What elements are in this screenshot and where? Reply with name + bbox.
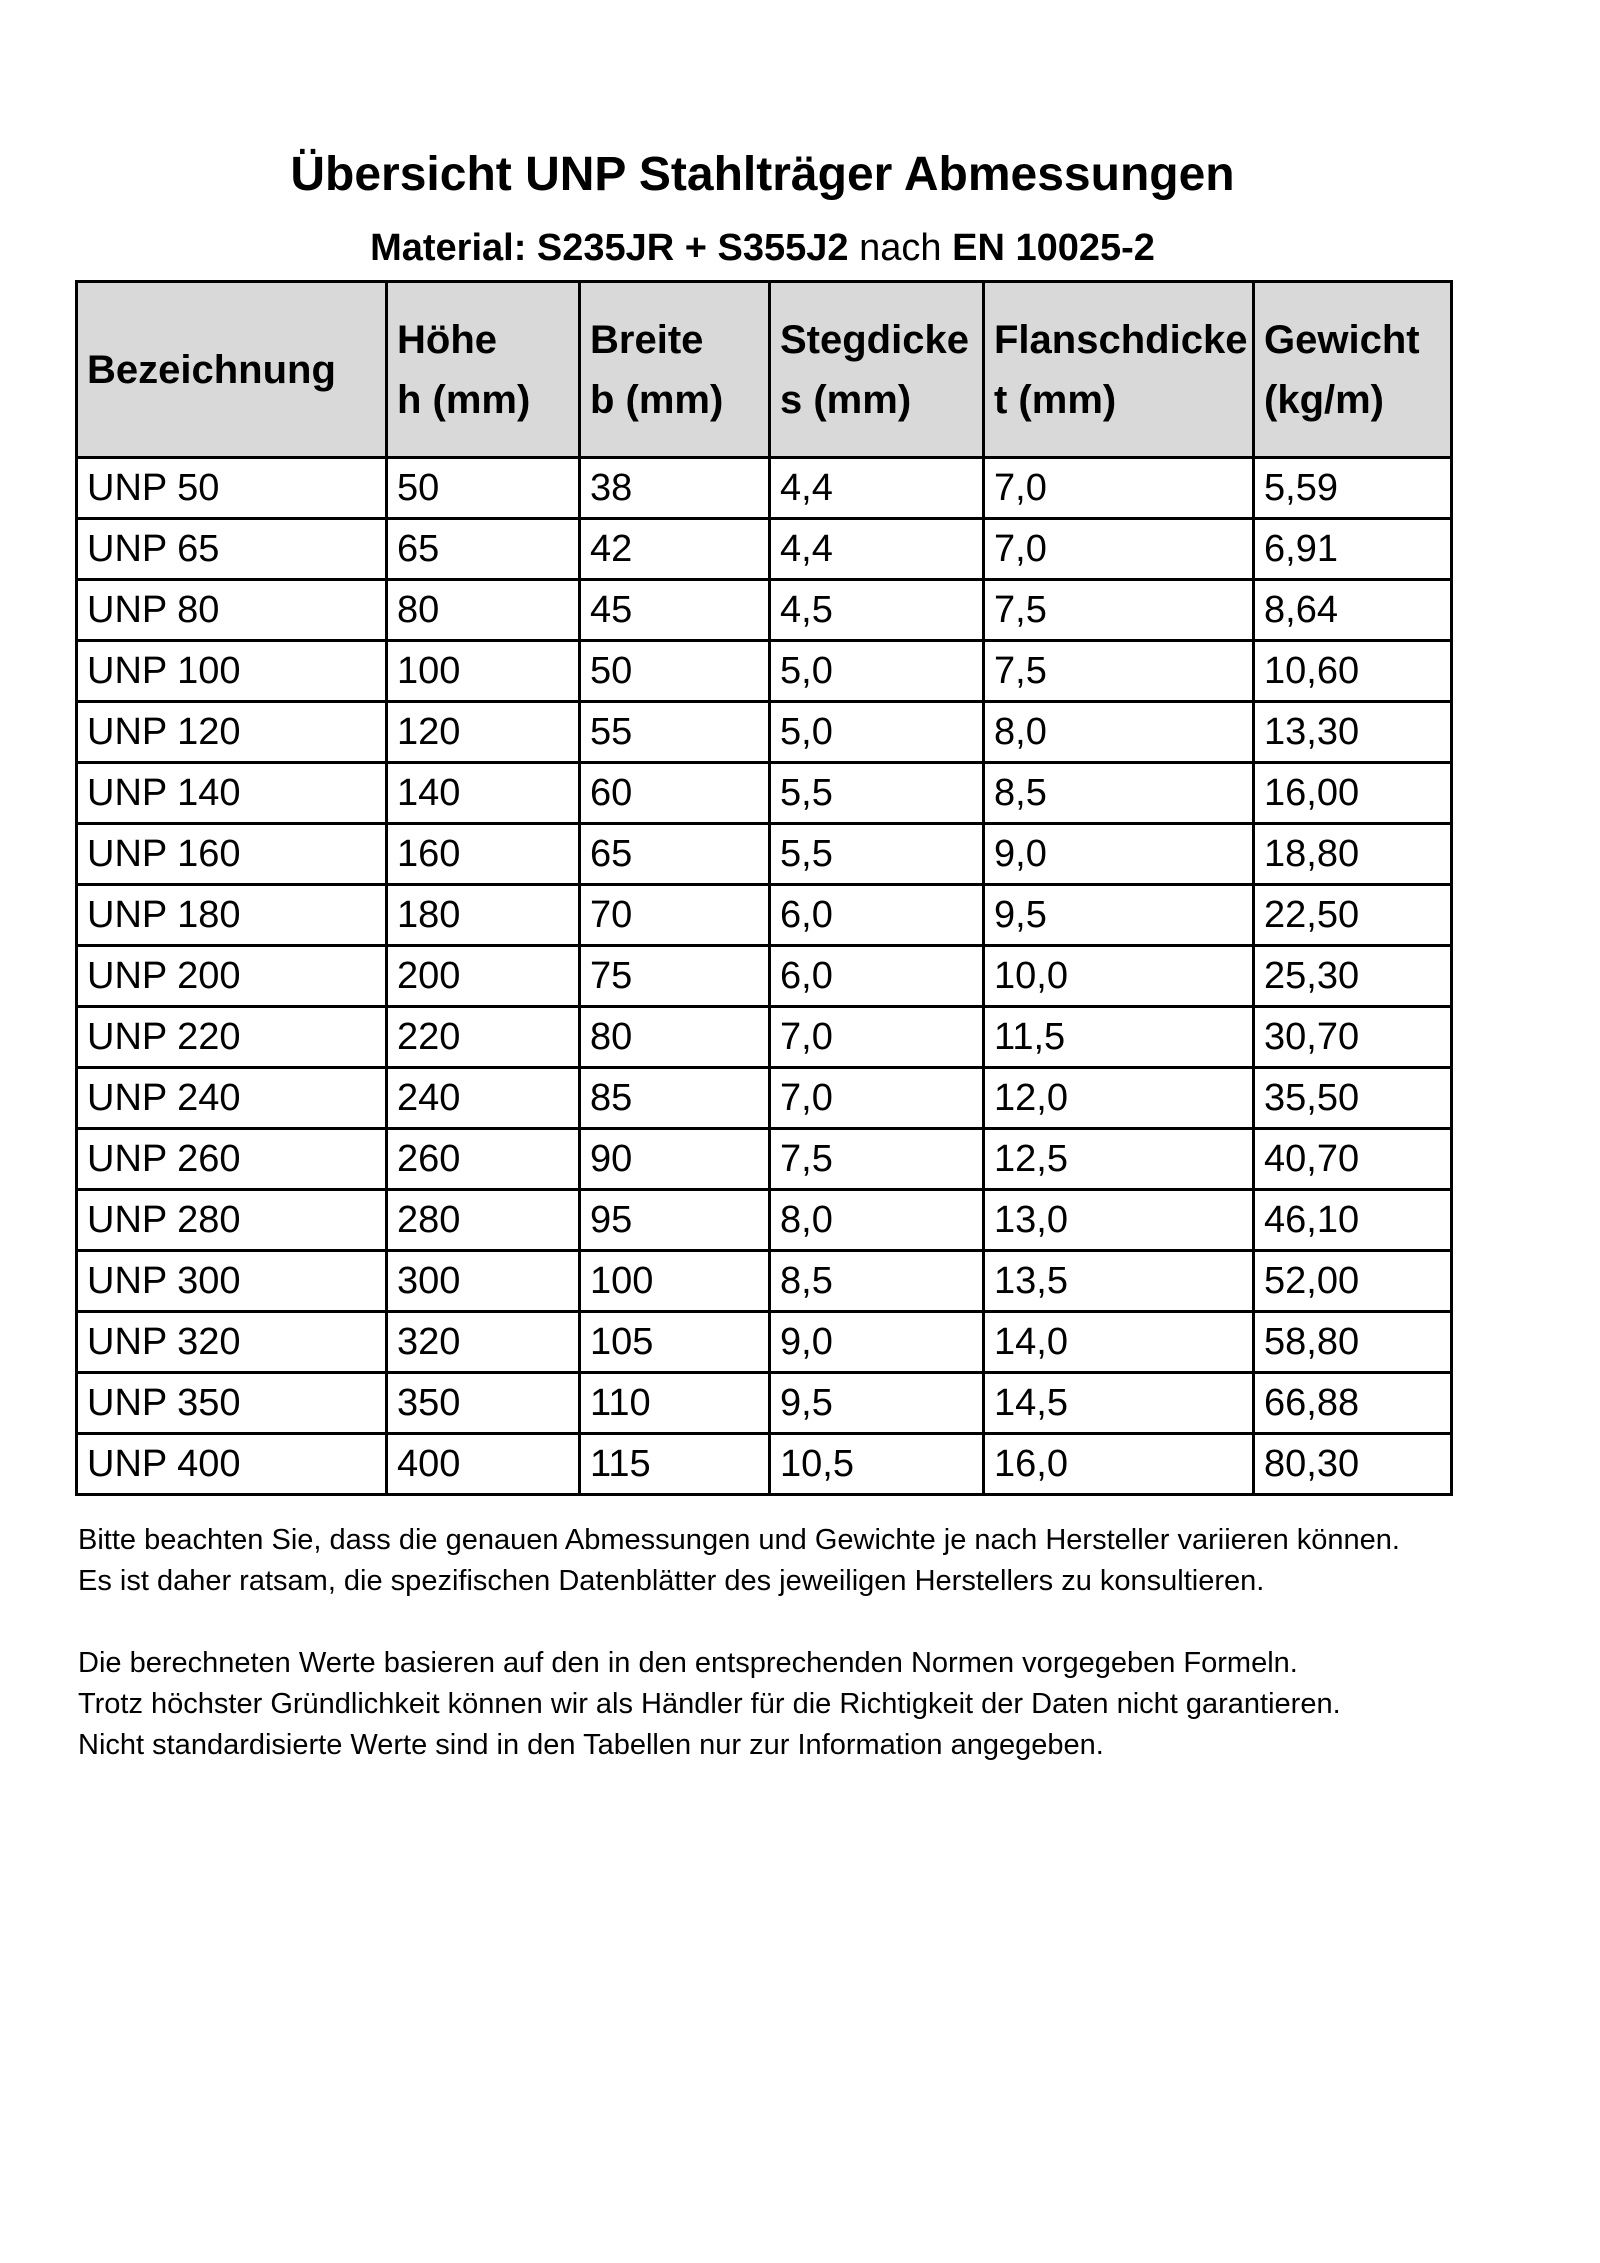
table-cell: 6,91 xyxy=(1254,519,1452,580)
table-cell: 120 xyxy=(387,702,580,763)
table-cell: 85 xyxy=(580,1068,770,1129)
table-cell: 7,0 xyxy=(984,519,1254,580)
column-header-breite: Breite b (mm) xyxy=(580,282,770,458)
table-cell: 7,5 xyxy=(984,641,1254,702)
table-cell: 9,5 xyxy=(984,885,1254,946)
table-cell: 12,5 xyxy=(984,1129,1254,1190)
table-cell: 105 xyxy=(580,1312,770,1373)
subtitle-material: Material: S235JR + S355J2 xyxy=(370,227,849,269)
table-cell: 7,0 xyxy=(770,1068,984,1129)
table-cell: UNP 280 xyxy=(77,1190,387,1251)
subtitle-norm: EN 10025-2 xyxy=(952,227,1155,269)
table-cell: 13,0 xyxy=(984,1190,1254,1251)
note-line: Es ist daher ratsam, die spezifischen Datenblätter des jeweiligen Herstellers zu konsultieren. xyxy=(78,1565,1265,1597)
table-cell: 18,80 xyxy=(1254,824,1452,885)
table-cell: 38 xyxy=(580,458,770,519)
table-cell: 65 xyxy=(580,824,770,885)
note-line: Trotz höchster Gründlichkeit können wir als Händler für die Richtigkeit der Daten nicht garantieren. xyxy=(78,1688,1341,1720)
table-cell: UNP 120 xyxy=(77,702,387,763)
table-cell: UNP 320 xyxy=(77,1312,387,1373)
column-header-bezeichnung: Bezeichnung xyxy=(77,282,387,458)
column-header-hoehe: Höhe h (mm) xyxy=(387,282,580,458)
page-title: Übersicht UNP Stahlträger Abmessungen xyxy=(290,148,1235,201)
table-cell: UNP 65 xyxy=(77,519,387,580)
table-cell: 5,59 xyxy=(1254,458,1452,519)
table-cell: 10,0 xyxy=(984,946,1254,1007)
table-cell: 9,0 xyxy=(984,824,1254,885)
table-cell: 5,5 xyxy=(770,824,984,885)
subtitle-nach: nach xyxy=(848,227,953,269)
column-header-gewicht: Gewicht (kg/m) xyxy=(1254,282,1452,458)
table-cell: 8,5 xyxy=(984,763,1254,824)
table-cell: 80 xyxy=(580,1007,770,1068)
table-cell: 16,0 xyxy=(984,1434,1254,1495)
table-cell: 140 xyxy=(387,763,580,824)
table-row xyxy=(77,946,1452,1007)
table-cell: 60 xyxy=(580,763,770,824)
table-cell: 50 xyxy=(387,458,580,519)
table-cell: UNP 260 xyxy=(77,1129,387,1190)
table-cell: 240 xyxy=(387,1068,580,1129)
table-cell: 7,0 xyxy=(770,1007,984,1068)
unp-dimensions-table xyxy=(75,280,1453,1496)
table-cell: 46,10 xyxy=(1254,1190,1452,1251)
table-cell: UNP 300 xyxy=(77,1251,387,1312)
table-cell: 8,64 xyxy=(1254,580,1452,641)
table-cell: 11,5 xyxy=(984,1007,1254,1068)
table-cell: UNP 180 xyxy=(77,885,387,946)
table-row xyxy=(77,824,1452,885)
table-cell: UNP 50 xyxy=(77,458,387,519)
table-cell: UNP 140 xyxy=(77,763,387,824)
table-row xyxy=(77,1129,1452,1190)
table-cell: 300 xyxy=(387,1251,580,1312)
table-cell: 8,0 xyxy=(770,1190,984,1251)
table-header xyxy=(77,282,1452,458)
table-cell: 42 xyxy=(580,519,770,580)
table-cell: 7,0 xyxy=(984,458,1254,519)
table-cell: 350 xyxy=(387,1373,580,1434)
table-cell: 13,30 xyxy=(1254,702,1452,763)
table-header-row xyxy=(77,282,1452,458)
table-cell: 280 xyxy=(387,1190,580,1251)
table-cell: UNP 220 xyxy=(77,1007,387,1068)
table-cell: 45 xyxy=(580,580,770,641)
note-line: Bitte beachten Sie, dass die genauen Abmessungen und Gewichte je nach Hersteller variieren können. xyxy=(78,1524,1400,1556)
table-cell: 320 xyxy=(387,1312,580,1373)
table-cell: UNP 100 xyxy=(77,641,387,702)
table-row xyxy=(77,1068,1452,1129)
table-cell: 35,50 xyxy=(1254,1068,1452,1129)
table-cell: 22,50 xyxy=(1254,885,1452,946)
table-cell: 6,0 xyxy=(770,885,984,946)
table-cell: 75 xyxy=(580,946,770,1007)
table-row xyxy=(77,1312,1452,1373)
table-cell: 14,5 xyxy=(984,1373,1254,1434)
table-cell: 95 xyxy=(580,1190,770,1251)
table-cell: UNP 240 xyxy=(77,1068,387,1129)
table-cell: 16,00 xyxy=(1254,763,1452,824)
table-row xyxy=(77,458,1452,519)
table-cell: 13,5 xyxy=(984,1251,1254,1312)
table-cell: UNP 350 xyxy=(77,1373,387,1434)
table-row xyxy=(77,1007,1452,1068)
table-cell: 12,0 xyxy=(984,1068,1254,1129)
table-cell: 4,4 xyxy=(770,458,984,519)
note-line: Nicht standardisierte Werte sind in den Tabellen nur zur Information angegeben. xyxy=(78,1729,1104,1761)
table-row xyxy=(77,580,1452,641)
table-cell: 220 xyxy=(387,1007,580,1068)
table-cell: 80 xyxy=(387,580,580,641)
table-row xyxy=(77,641,1452,702)
table-cell: 160 xyxy=(387,824,580,885)
table-cell: 8,5 xyxy=(770,1251,984,1312)
note-line: Die berechneten Werte basieren auf den in den entsprechenden Normen vorgegeben Formeln. xyxy=(78,1647,1298,1679)
table-cell: 115 xyxy=(580,1434,770,1495)
table-cell: 50 xyxy=(580,641,770,702)
table-cell: 110 xyxy=(580,1373,770,1434)
table-cell: 7,5 xyxy=(984,580,1254,641)
page-subtitle xyxy=(75,224,1450,272)
table-cell: 80,30 xyxy=(1254,1434,1452,1495)
table-cell: 70 xyxy=(580,885,770,946)
table-cell: 100 xyxy=(580,1251,770,1312)
table-cell: 90 xyxy=(580,1129,770,1190)
table-cell: 4,5 xyxy=(770,580,984,641)
table-cell: UNP 400 xyxy=(77,1434,387,1495)
table-cell: 30,70 xyxy=(1254,1007,1452,1068)
table-row xyxy=(77,1373,1452,1434)
column-header-stegdicke: Stegdicke s (mm) xyxy=(770,282,984,458)
table-cell: 9,0 xyxy=(770,1312,984,1373)
table-cell: 7,5 xyxy=(770,1129,984,1190)
table-cell: 40,70 xyxy=(1254,1129,1452,1190)
notes xyxy=(78,1520,1600,1766)
table-cell: UNP 80 xyxy=(77,580,387,641)
column-header-flanschdicke: Flanschdicke t (mm) xyxy=(984,282,1254,458)
table-row xyxy=(77,702,1452,763)
table-row xyxy=(77,1434,1452,1495)
table-cell: 55 xyxy=(580,702,770,763)
table-cell: 260 xyxy=(387,1129,580,1190)
table-cell: 10,60 xyxy=(1254,641,1452,702)
table-cell: 180 xyxy=(387,885,580,946)
table-row xyxy=(77,1190,1452,1251)
table-cell: 200 xyxy=(387,946,580,1007)
table-row xyxy=(77,519,1452,580)
table-cell: UNP 200 xyxy=(77,946,387,1007)
table-cell: 10,5 xyxy=(770,1434,984,1495)
table-cell: 8,0 xyxy=(984,702,1254,763)
table-cell: 4,4 xyxy=(770,519,984,580)
table-cell: 25,30 xyxy=(1254,946,1452,1007)
table-cell: 400 xyxy=(387,1434,580,1495)
table-row xyxy=(77,763,1452,824)
table-cell: 5,0 xyxy=(770,641,984,702)
table-cell: 66,88 xyxy=(1254,1373,1452,1434)
table-cell: UNP 160 xyxy=(77,824,387,885)
table-row xyxy=(77,1251,1452,1312)
table-cell: 6,0 xyxy=(770,946,984,1007)
table-cell: 9,5 xyxy=(770,1373,984,1434)
table-cell: 5,0 xyxy=(770,702,984,763)
table-cell: 14,0 xyxy=(984,1312,1254,1373)
table-cell: 58,80 xyxy=(1254,1312,1452,1373)
table-cell: 65 xyxy=(387,519,580,580)
table-cell: 100 xyxy=(387,641,580,702)
table-row xyxy=(77,885,1452,946)
table-cell: 52,00 xyxy=(1254,1251,1452,1312)
table-cell: 5,5 xyxy=(770,763,984,824)
table-body xyxy=(77,458,1452,1495)
